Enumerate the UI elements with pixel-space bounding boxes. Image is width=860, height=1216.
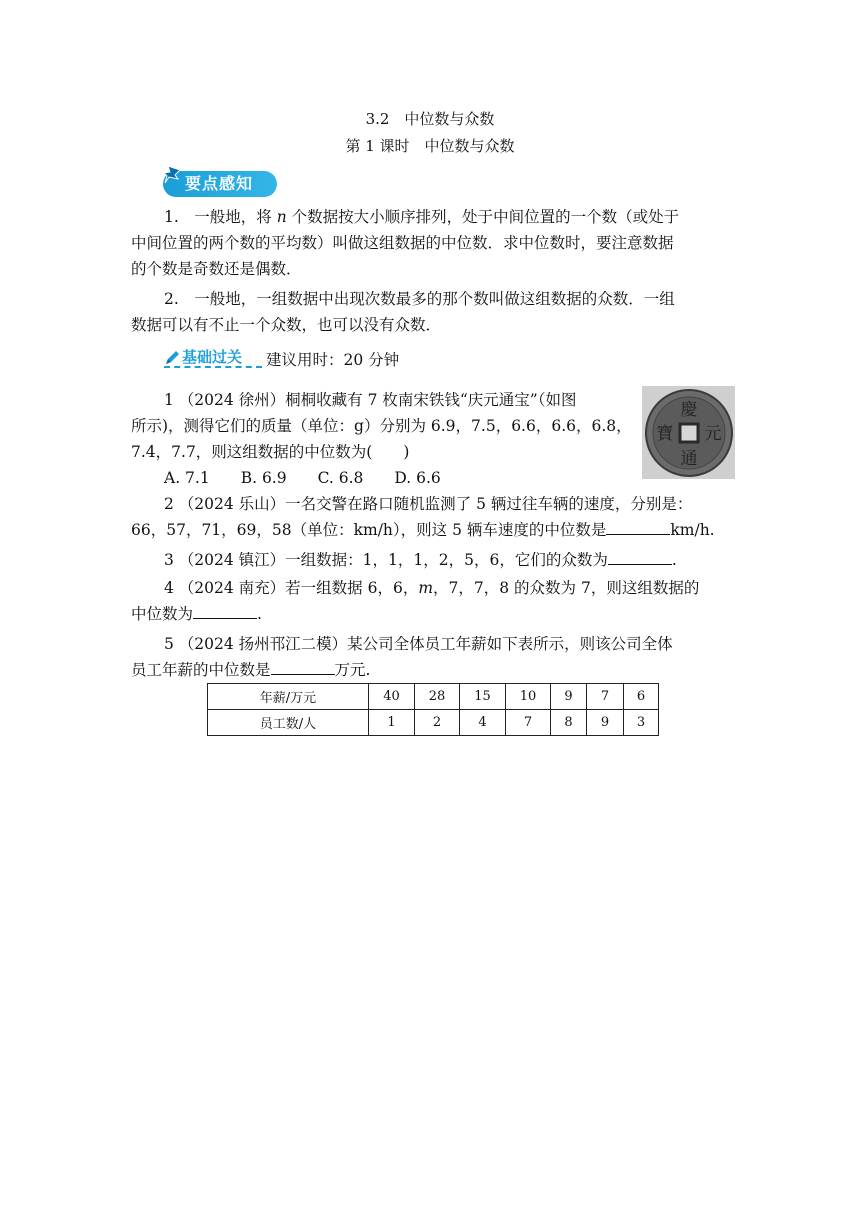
suggested-time: 建议用时：20 分钟 bbox=[266, 351, 400, 369]
q1-line-2: 所示)，测得它们的质量（单位：g）分别为 6.9，7.5，6.6，6.6，6.8， bbox=[131, 417, 632, 435]
table-cell: 7 bbox=[587, 684, 624, 710]
q1-options: A. 7.1 B. 6.9 C. 6.8 D. 6.6 bbox=[164, 469, 441, 487]
salary-table bbox=[207, 683, 659, 736]
key-point-1-line-1: 1. 一般地，将 n 个数据按大小顺序排列，处于中间位置的一个数（或处于 bbox=[164, 208, 680, 226]
variable-n: n bbox=[276, 208, 287, 226]
key-point-1-line-3: 的个数是奇数还是偶数． bbox=[131, 260, 302, 278]
q5-line-1: 5 （2024 扬州邗江二模）某公司全体员工年薪如下表所示，则该公司全体 bbox=[164, 635, 673, 653]
answer-blank[interactable] bbox=[271, 660, 335, 675]
practice-banner-label: 基础过关 bbox=[182, 348, 243, 366]
table-cell: 1 bbox=[369, 710, 415, 736]
table-cell: 4 bbox=[460, 710, 506, 736]
coin-char-left: 寶 bbox=[656, 424, 674, 444]
answer-blank[interactable] bbox=[606, 520, 670, 535]
table-cell: 28 bbox=[415, 684, 460, 710]
table-row-header: 年薪/万元 bbox=[208, 684, 369, 710]
key-point-2-line-1: 2. 一般地，一组数据中出现次数最多的那个数叫做这组数据的众数．一组 bbox=[164, 290, 675, 308]
table-cell: 7 bbox=[506, 710, 551, 736]
q1-line-3: 7.4，7.7，则这组数据的中位数为( ) bbox=[131, 443, 410, 461]
table-row bbox=[208, 710, 659, 736]
key-point-2-line-2: 数据可以有不止一个众数，也可以没有众数． bbox=[131, 316, 442, 334]
lesson-title: 第 1 课时 中位数与众数 bbox=[345, 137, 515, 155]
pushpin-icon bbox=[162, 164, 184, 186]
coin-char-right: 元 bbox=[704, 424, 722, 444]
pencil-icon bbox=[164, 350, 180, 366]
table-cell: 2 bbox=[415, 710, 460, 736]
q2-line-2: 66，57，71，69，58（单位：km/h），则这 5 辆车速度的中位数是 km/h. bbox=[131, 521, 715, 539]
q1-line-1: 1 （2024 徐州）桐桐收藏有 7 枚南宋铁钱“庆元通宝”（如图 bbox=[164, 391, 577, 409]
table-row-header: 员工数/人 bbox=[208, 710, 369, 736]
key-point-1-line-2: 中间位置的两个数的平均数）叫做这组数据的中位数．求中位数时，要注意数据 bbox=[131, 234, 674, 252]
table-cell: 15 bbox=[460, 684, 506, 710]
section-title: 3.2 中位数与众数 bbox=[365, 110, 495, 128]
q2-line-1: 2 （2024 乐山）一名交警在路口随机监测了 5 辆过往车辆的速度，分别是： bbox=[164, 495, 693, 513]
table-row bbox=[208, 684, 659, 710]
table-cell: 3 bbox=[624, 710, 659, 736]
q3-line-1: 3 （2024 镇江）一组数据：1，1，1，2，5，6，它们的众数为 . bbox=[164, 551, 677, 569]
coin-image bbox=[642, 386, 735, 479]
coin-char-top: 慶 bbox=[680, 400, 698, 420]
table-cell: 9 bbox=[587, 710, 624, 736]
table-cell: 9 bbox=[551, 684, 587, 710]
q5-line-2: 员工年薪的中位数是 万元. bbox=[131, 661, 371, 679]
answer-blank[interactable] bbox=[193, 604, 257, 619]
q4-line-1: 4 （2024 南充）若一组数据 6，6，m，7，7，8 的众数为 7，则这组数据的 bbox=[164, 579, 700, 597]
variable-m: m bbox=[418, 579, 434, 597]
key-points-banner-label: 要点感知 bbox=[185, 174, 254, 193]
table-cell: 8 bbox=[551, 710, 587, 736]
q4-line-2: 中位数为 . bbox=[131, 605, 262, 623]
table-cell: 40 bbox=[369, 684, 415, 710]
table-cell: 6 bbox=[624, 684, 659, 710]
coin-picture bbox=[642, 386, 735, 479]
table-cell: 10 bbox=[506, 684, 551, 710]
coin-char-bottom: 通 bbox=[680, 449, 698, 469]
answer-blank[interactable] bbox=[608, 550, 672, 565]
